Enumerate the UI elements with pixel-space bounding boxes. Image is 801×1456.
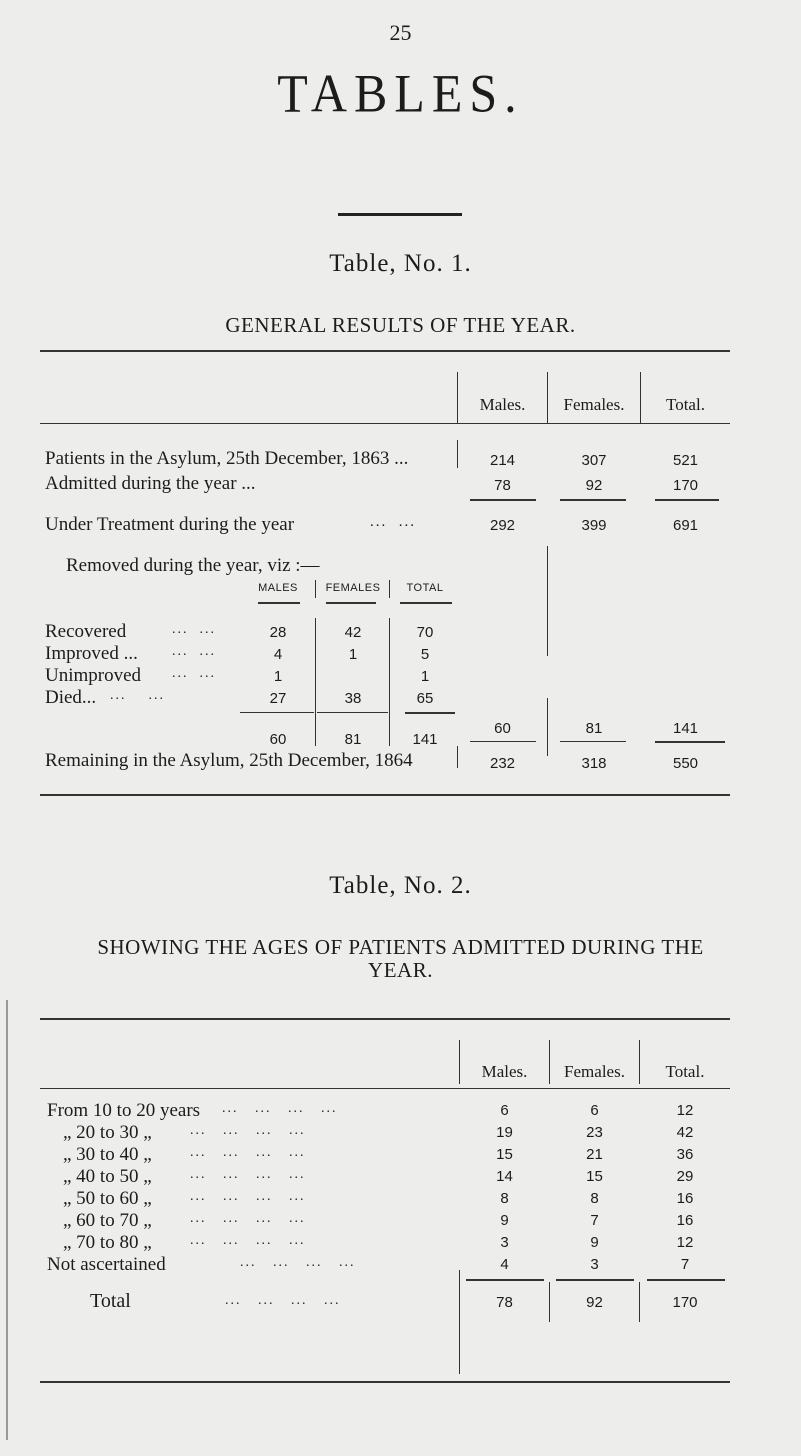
remaining-cell: 550 <box>672 755 699 772</box>
sum-rule <box>470 741 536 742</box>
page-edge-mark <box>6 1000 8 1440</box>
inner-total: 81 <box>344 731 362 748</box>
leader-dots: ... ... ... ... <box>190 1167 306 1182</box>
inner-total: 141 <box>412 731 438 748</box>
table2-cell: 15 <box>496 1146 513 1163</box>
leader-dots: ... ... ... ... <box>190 1145 306 1160</box>
sum-rule <box>560 741 626 742</box>
leader-dots: ... ... <box>370 514 416 530</box>
leader-dots: ... ... ... ... <box>225 1293 341 1308</box>
table2-cell: 7 <box>590 1212 599 1229</box>
inner-cell: 70 <box>416 624 434 641</box>
table1-cell: 521 <box>672 452 699 469</box>
inner-row-label: Recovered <box>45 621 127 642</box>
leader-dots: ... ... <box>172 622 216 637</box>
page-heading: TABLES. <box>277 62 524 124</box>
inner-cell: 5 <box>420 646 430 663</box>
table2-cell: 4 <box>500 1256 509 1273</box>
heading-rule <box>338 213 462 216</box>
table2-total-cell: 78 <box>496 1294 513 1311</box>
table2-cell: 42 <box>676 1124 694 1141</box>
table2-cell: 29 <box>676 1168 694 1185</box>
table2-cell: 36 <box>676 1146 694 1163</box>
inner-sum-rule <box>240 712 314 713</box>
page-number: 25 <box>389 20 412 45</box>
table2-cell: 3 <box>500 1234 509 1251</box>
table2-top-rule <box>40 1018 730 1020</box>
table1-cell: 214 <box>489 452 516 469</box>
leader-dots: ... ... ... ... <box>190 1233 306 1248</box>
inner-col-total: TOTAL <box>406 582 444 594</box>
table2-cell: 8 <box>500 1190 509 1207</box>
table2-total-cell: 170 <box>672 1294 698 1311</box>
sum-rule <box>655 741 725 743</box>
table2-row-label: From 10 to 20 years <box>47 1100 201 1121</box>
sum-rule <box>470 499 536 501</box>
leader-dots: ... ... ... ... <box>190 1189 306 1204</box>
inner-cell: 27 <box>269 690 287 707</box>
table1-row-label: Admitted during the year ... <box>45 473 256 494</box>
inner-col-sep <box>315 580 316 598</box>
removed-total: 81 <box>585 720 603 737</box>
table1-cell: 292 <box>489 517 516 534</box>
table2-cell: 9 <box>590 1234 599 1251</box>
removed-total: 141 <box>672 720 699 737</box>
table2-col-total: Total. <box>665 1062 705 1081</box>
leader-dots: ... ... ... ... <box>190 1123 306 1138</box>
table2-subtitle-line1: SHOWING THE AGES OF PATIENTS ADMITTED DURING THE <box>97 935 704 959</box>
inner-rule <box>258 602 300 604</box>
leader-dots: ... ... ... ... <box>190 1211 306 1226</box>
table1-cell: 307 <box>581 452 607 469</box>
inner-cell: 1 <box>348 646 358 663</box>
table1-col-sep <box>547 546 548 656</box>
table2-col-females: Females. <box>564 1062 625 1081</box>
table2-cell: 12 <box>676 1234 694 1251</box>
leader-dots: ... ... ... ... <box>240 1255 356 1270</box>
table2-cell: 23 <box>586 1124 603 1141</box>
table1-row-label: Patients in the Asylum, 25th December, 1863 ... <box>45 448 409 469</box>
table2-cell: 15 <box>586 1168 603 1185</box>
inner-cell: 38 <box>344 690 362 707</box>
table2-cell: 19 <box>496 1124 513 1141</box>
table2-total-cell: 92 <box>586 1294 603 1311</box>
table1-col-females: Females. <box>563 395 625 414</box>
table2-bottom-rule <box>40 1381 730 1383</box>
inner-col-males: MALES <box>258 582 298 594</box>
inner-cell: 1 <box>273 668 283 685</box>
table2-row-label: „ 60 to 70 „ <box>63 1210 152 1231</box>
leader-dots: ... ... ... ... <box>222 1101 338 1116</box>
table1-col-total: Total. <box>666 395 705 414</box>
inner-col-sep <box>389 580 390 598</box>
inner-cell: 42 <box>344 624 362 641</box>
inner-row-label: Unimproved <box>45 665 142 686</box>
table2-row-label: „ 30 to 40 „ <box>63 1144 152 1165</box>
inner-row-label: Died... <box>45 687 97 708</box>
removed-total: 60 <box>494 720 511 737</box>
table2-cell: 21 <box>586 1146 603 1163</box>
remaining-cell: 318 <box>581 755 607 772</box>
table1-subtitle: GENERAL RESULTS OF THE YEAR. <box>225 313 576 337</box>
inner-sum-rule <box>317 712 388 713</box>
table2-total-label: Total <box>90 1290 131 1312</box>
table2-cell: 8 <box>590 1190 599 1207</box>
table1-cell: 399 <box>581 517 607 534</box>
table2-cell: 6 <box>500 1102 509 1119</box>
inner-rule <box>400 602 452 604</box>
table2-cell: 16 <box>676 1190 694 1207</box>
inner-total: 60 <box>269 731 287 748</box>
table2-header-rule <box>40 1088 730 1089</box>
table1-title: Table, No. 1. <box>329 250 472 277</box>
table2-cell: 12 <box>676 1102 694 1119</box>
sum-rule <box>647 1279 725 1281</box>
table1-col-males: Males. <box>479 395 526 414</box>
inner-cell: 65 <box>416 690 434 707</box>
table2-cell: 16 <box>676 1212 694 1229</box>
leader-dots: ... ... <box>172 666 216 681</box>
table2-cell: 9 <box>500 1212 509 1229</box>
sum-rule <box>556 1279 634 1281</box>
table1-cell: 170 <box>672 477 699 494</box>
table2-cell: 3 <box>590 1256 599 1273</box>
sum-rule <box>560 499 626 501</box>
table1-bottom-rule <box>40 794 730 796</box>
sum-rule <box>466 1279 544 1281</box>
remaining-label: Remaining in the Asylum, 25th December, 1864 <box>45 750 413 771</box>
inner-cell: 28 <box>269 624 287 641</box>
table2-cell: 6 <box>590 1102 599 1119</box>
table2-row-label: Not ascertained <box>47 1254 166 1275</box>
leader-dots: ... ... <box>110 688 165 703</box>
inner-row-label: Improved ... <box>45 643 138 664</box>
table1-top-rule <box>40 350 730 352</box>
table2-title: Table, No. 2. <box>329 872 472 899</box>
table2-row-label: „ 70 to 80 „ <box>63 1232 152 1253</box>
inner-cell: 4 <box>273 646 283 663</box>
inner-col-females: FEMALES <box>325 582 381 594</box>
remaining-cell: 232 <box>489 755 516 772</box>
table1-cell: 78 <box>494 477 511 494</box>
table1-cell: 92 <box>585 477 603 494</box>
table1-cell: 691 <box>672 517 699 534</box>
table1-row-label: Under Treatment during the year <box>45 514 295 535</box>
table2-subtitle-line2: YEAR. <box>368 958 433 982</box>
inner-cell: 1 <box>420 668 430 685</box>
removed-label: Removed during the year, viz :— <box>66 555 320 576</box>
table2-cell: 14 <box>496 1168 513 1185</box>
inner-sum-rule <box>405 712 455 714</box>
table2-row-label: „ 50 to 60 „ <box>63 1188 152 1209</box>
table2-row-label: „ 40 to 50 „ <box>63 1166 152 1187</box>
table1-header-rule <box>40 423 730 424</box>
table2-col-males: Males. <box>481 1062 528 1081</box>
table2-row-label: „ 20 to 30 „ <box>63 1122 152 1143</box>
table2-col-sep <box>459 1270 460 1374</box>
sum-rule <box>655 499 719 501</box>
inner-rule <box>326 602 376 604</box>
table2-cell: 7 <box>680 1256 690 1273</box>
leader-dots: ... ... <box>172 644 216 659</box>
